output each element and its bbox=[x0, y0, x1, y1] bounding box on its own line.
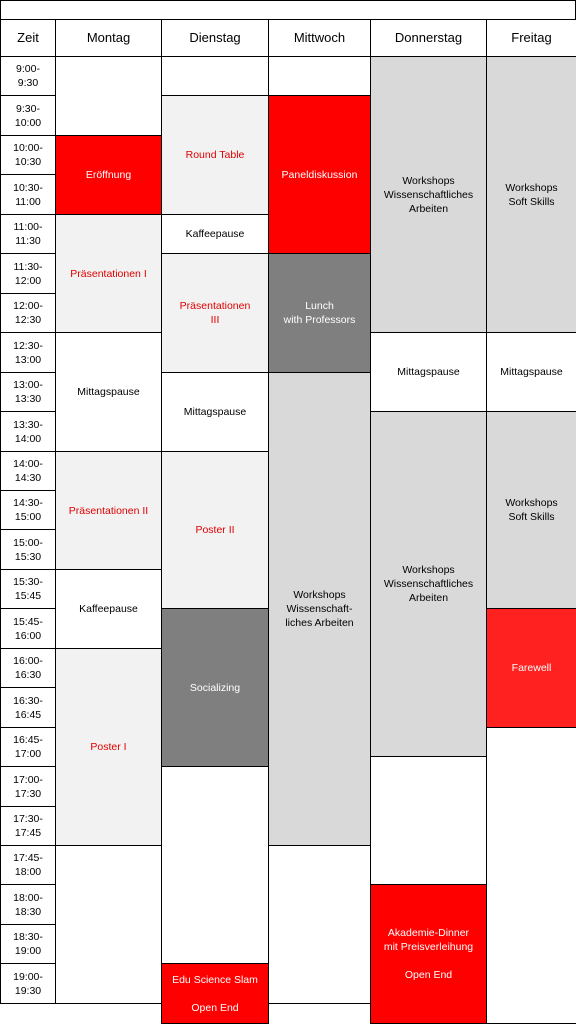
event-block: Kaffeepause bbox=[161, 214, 269, 254]
time-slot: 18:00- 18:30 bbox=[0, 884, 56, 925]
time-slot: 11:00- 11:30 bbox=[0, 214, 56, 254]
event-block: Socializing bbox=[161, 608, 269, 767]
event-block: Kaffeepause bbox=[55, 569, 162, 649]
header-day-montag: Montag bbox=[55, 19, 162, 57]
empty-block bbox=[268, 845, 371, 1004]
event-block: Mittagspause bbox=[55, 332, 162, 452]
empty-block bbox=[55, 845, 162, 1004]
event-block: Edu Science Slam Open End bbox=[161, 963, 269, 1024]
header-day-dienstag: Dienstag bbox=[161, 19, 269, 57]
event-block: Eröffnung bbox=[55, 135, 162, 215]
event-block: Workshops Soft Skills bbox=[486, 411, 576, 609]
time-slot: 18:30- 19:00 bbox=[0, 924, 56, 964]
empty-block bbox=[268, 56, 371, 96]
event-block: Poster I bbox=[55, 648, 162, 846]
time-slot: 14:30- 15:00 bbox=[0, 490, 56, 530]
event-block: Paneldiskussion bbox=[268, 95, 371, 254]
time-slot: 12:30- 13:00 bbox=[0, 332, 56, 373]
event-block: Workshops Wissenschaftliches Arbeiten bbox=[370, 56, 487, 333]
time-slot: 15:45- 16:00 bbox=[0, 608, 56, 649]
event-block: Mittagspause bbox=[161, 372, 269, 452]
time-slot: 15:30- 15:45 bbox=[0, 569, 56, 609]
empty-block bbox=[55, 56, 162, 136]
event-block: Round Table bbox=[161, 95, 269, 215]
time-slot: 17:30- 17:45 bbox=[0, 806, 56, 846]
time-slot: 13:30- 14:00 bbox=[0, 411, 56, 452]
header-zeit: Zeit bbox=[0, 19, 56, 57]
empty-block bbox=[370, 756, 487, 885]
header-day-freitag: Freitag bbox=[486, 19, 576, 57]
event-block: Präsentationen III bbox=[161, 253, 269, 373]
time-slot: 9:30- 10:00 bbox=[0, 95, 56, 136]
event-block: Mittagspause bbox=[486, 332, 576, 412]
time-slot: 15:00- 15:30 bbox=[0, 529, 56, 570]
event-block: Workshops Wissenschaft- liches Arbeiten bbox=[268, 372, 371, 846]
empty-block bbox=[486, 727, 576, 1024]
empty-block bbox=[161, 56, 269, 96]
time-slot: 17:45- 18:00 bbox=[0, 845, 56, 885]
time-slot: 16:45- 17:00 bbox=[0, 727, 56, 767]
time-slot: 10:30- 11:00 bbox=[0, 174, 56, 215]
header-day-donnerstag: Donnerstag bbox=[370, 19, 487, 57]
event-block: Workshops Wissenschaftliches Arbeiten bbox=[370, 411, 487, 757]
time-slot: 9:00- 9:30 bbox=[0, 56, 56, 96]
time-slot: 12:00- 12:30 bbox=[0, 293, 56, 333]
time-slot: 10:00- 10:30 bbox=[0, 135, 56, 175]
time-slot: 19:00- 19:30 bbox=[0, 963, 56, 1004]
time-slot: 11:30- 12:00 bbox=[0, 253, 56, 294]
time-slot: 17:00- 17:30 bbox=[0, 766, 56, 807]
header-day-mittwoch: Mittwoch bbox=[268, 19, 371, 57]
event-block: Poster II bbox=[161, 451, 269, 609]
event-block: Präsentationen I bbox=[55, 214, 162, 333]
time-slot: 16:00- 16:30 bbox=[0, 648, 56, 688]
event-block: Lunch with Professors bbox=[268, 253, 371, 373]
event-block: Farewell bbox=[486, 608, 576, 728]
empty-block bbox=[161, 766, 269, 964]
time-slot: 13:00- 13:30 bbox=[0, 372, 56, 412]
event-block: Akademie-Dinner mit Preisverleihung Open End bbox=[370, 884, 487, 1024]
event-block: Workshops Soft Skills bbox=[486, 56, 576, 333]
time-slot: 16:30- 16:45 bbox=[0, 687, 56, 728]
event-block: Mittagspause bbox=[370, 332, 487, 412]
event-block: Präsentationen II bbox=[55, 451, 162, 570]
top-border-row bbox=[0, 0, 576, 20]
time-slot: 14:00- 14:30 bbox=[0, 451, 56, 491]
